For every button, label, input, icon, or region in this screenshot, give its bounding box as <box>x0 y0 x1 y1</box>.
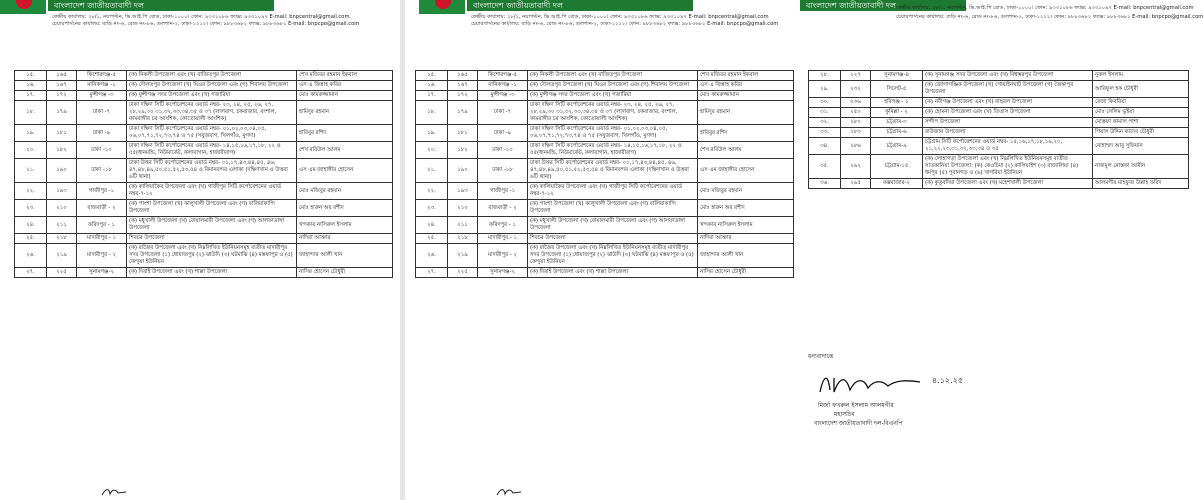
seat-number-cell: ২৮০ <box>841 118 871 128</box>
candidate-cell: খন্দকার নাসিরুল ইসলাম <box>698 217 794 234</box>
table-row <box>15 200 393 217</box>
seat-list-table <box>14 70 393 278</box>
table-row <box>809 81 1189 98</box>
address-line-1: কেন্দ্রীয় কার্যালয়: ২৮/১, নয়াপল্টন, ভি.আই.পি রোড, ঢাকা-১০০০। ফোন: ৯৩৩১০৮৬ ফ্যাক্স: ৯৩৩১০৯৭ E-mail: bnpcentral@gmail.com <box>896 5 1194 11</box>
seat-number-cell: ১৮১ <box>448 125 478 142</box>
signatory-title: মহাসচিব <box>834 411 855 418</box>
table-row <box>416 159 794 183</box>
seat-number-cell: ২১১ <box>47 217 77 234</box>
table-row <box>15 101 393 125</box>
constituency-cell: মাদারীপুর - ১ <box>478 234 528 244</box>
candidate-cell: এস এ জিন্নাহ কবির <box>698 81 794 91</box>
serial-number-cell: ২৩. <box>15 200 47 217</box>
constituency-cell: চট্টগ্রাম-৬ <box>871 128 923 138</box>
serial-number-cell: ১৮. <box>416 101 448 125</box>
party-name-banner: বাংলাদেশ জাতীয়তাবাদী দল <box>467 0 693 11</box>
serial-number-cell: ৩৬. <box>809 179 841 189</box>
candidate-cell: নুরুল ইসলাম <box>1093 71 1189 81</box>
candidate-cell: খন্দকার নাসিরুল ইসলাম <box>297 217 393 234</box>
serial-number-cell: ২৭. <box>15 268 47 278</box>
serial-number-cell: ২২. <box>15 183 47 200</box>
areas-cell: (ক) কালিয়াকৈর উপজেলা এবং (খ) গাজীপুর সিটি কর্পোরেশনের ওয়ার্ড নম্বর-৭-১২ <box>528 183 698 200</box>
candidate-cell: আরিফুল হক চৌধুরী <box>1093 81 1189 98</box>
constituency-cell: ঢাকা -১০ <box>77 142 127 159</box>
candidate-cell: মোহাম্মদ আবু সুফিয়ান <box>1093 138 1189 155</box>
serial-number-cell: ১৫. <box>416 71 448 81</box>
areas-cell: ঢাকা দক্ষিণ সিটি কর্পোরেশনের ওয়ার্ড নম্বর- ০১,০২,০৩,০৪,০৫, ০৬,০৭,৭১,৭২,৭৩,৭৪ ও ৭৫ (সবুজবাগ, খিলগাঁও, মুগদা) <box>127 125 297 142</box>
party-name-banner: বাংলাদেশ জাতীয়তাবাদী দল <box>48 0 274 11</box>
seat-number-cell: ১৯৩ <box>448 183 478 200</box>
serial-number-cell: ৩৩. <box>809 128 841 138</box>
candidate-cell: হামিদুর রহমান <box>297 101 393 125</box>
constituency-cell: হবিগঞ্জ - ১ <box>871 98 923 108</box>
table-row <box>809 118 1189 128</box>
candidate-cell: মোঃ মজিবুর রহমান <box>698 183 794 200</box>
serial-number-cell: ১৬. <box>416 81 448 91</box>
areas-cell: ঢাকা দক্ষিণ সিটি কর্পোরেশনের ওয়ার্ড নম্বর- ১৪,১৫,১৬,১৭,১৮, ২২ ও ৫৫(ধানমন্ডি, নিউমার্কেট, কলাবাগান, হাজারীবাগ) <box>127 142 297 159</box>
candidate-cell: নাদিরা আক্তার <box>698 234 794 244</box>
constituency-cell: মাদারীপুর - ১ <box>77 234 127 244</box>
seat-number-cell: ২২৭ <box>841 71 871 81</box>
seat-number-cell: ১৮২ <box>448 142 478 159</box>
table-row <box>15 71 393 81</box>
constituency-cell: ঢাকা -৭ <box>77 101 127 125</box>
areas-cell: সন্দীপ উপজেলা <box>923 118 1093 128</box>
address-line-2: চেয়ারপার্সনের কার্যালয়: বাড়ি নং-৬, রোড নং-৮৬, গুলশান-২, ঢাকা-১২১২। ফোন: ৯৮৮৩৬৮২ ফ্যাক্স: ৯৮৮৩৬৮১ E-mail: bnpcpo@gmail.com <box>52 21 360 27</box>
areas-cell: (ক) কালিয়াকৈর উপজেলা এবং (খ) গাজীপুর সিটি কর্পোরেশনের ওয়ার্ড নম্বর-৭-১২ <box>127 183 297 200</box>
constituency-cell: কিশোরগঞ্জ-৫ <box>478 71 528 81</box>
table-row <box>15 268 393 278</box>
candidate-cell: জাহান্দার আলী খান <box>698 244 794 268</box>
seat-number-cell: ২২৫ <box>47 268 77 278</box>
seat-number-cell: ২৯২ <box>841 155 871 179</box>
areas-cell: শিবচর উপজেলা <box>528 234 698 244</box>
candidate-cell: নাসির হোসেন চৌধুরী <box>297 268 393 278</box>
seat-number-cell: ১৬৭ <box>47 81 77 91</box>
areas-cell: (ক) নিকলী উপজেলা এবং (খ) বাজিতপুর উপজেলা <box>528 71 698 81</box>
constituency-cell: ফরিদপুর - ১ <box>77 217 127 234</box>
table-row <box>416 81 794 91</box>
constituency-cell: ঢাকা -১৮ <box>77 159 127 183</box>
constituency-cell: গাজীপুর -১ <box>478 183 528 200</box>
table-row <box>416 71 794 81</box>
areas-cell: (ক) জোগাগঞ্জিক উপজেলা (খ) গোয়াইনঘাট উপজেলা (গ) জৈন্তাপুর উপজেলা <box>923 81 1093 98</box>
table-row <box>809 179 1189 189</box>
serial-number-cell: ২৮. <box>809 71 841 81</box>
areas-cell: (ক) লোহাগড়া উপজেলা এবং (খ) নিম্নলিখিত ইউনিয়নসমূহ ব্যতীত সাতকানিয়া উপজেলা: (ক) কেওচিয়া (২) কালিয়াইশ (৩) বাজালিয়া (৪) ধর্মপুর (৫) পুরানগড় ও (৬) খাগরিয়া ইউনিয়ন <box>923 155 1093 179</box>
party-logo-icon <box>0 0 46 14</box>
closing-text: ধন্যবাদান্তে <box>808 353 834 360</box>
candidate-cell: শেখ রবিউল আলম <box>698 142 794 159</box>
areas-cell: (ক) রাজৈর উপজেলা এবং (খ) নিম্নলিখিত ইউনিয়নসমূহ ব্যতীত মাদারীপুর সদর উপজেলা (১) ধোয়াজপুর (২) ঝাউদি (৩) ঘটমাঝি (৪) মস্তফাপুর ও (৫) কেন্দুয়া ইউনিয়ন <box>528 244 698 268</box>
seat-number-cell: ২১৯ <box>47 244 77 268</box>
areas-cell: (ক) দিরাই উপজেলা এবং (খ) শাল্লা উপজেলা <box>127 268 297 278</box>
constituency-cell: চট্টগ্রাম-৩ <box>871 118 923 128</box>
serial-number-cell: ১৮. <box>15 101 47 125</box>
candidate-cell: এস এম জাহাঙ্গীর হোসেন <box>297 159 393 183</box>
serial-number-cell: ১৯. <box>15 125 47 142</box>
candidate-cell: হামিদুর রহমান <box>698 101 794 125</box>
areas-cell: (ক) সুনামগঞ্জ সদর উপজেলা এবং (খ) বিশ্বম্ভরপুর উপজেলা <box>923 71 1093 81</box>
constituency-cell: সিলেট-৫ <box>871 81 923 98</box>
table-row <box>809 155 1189 179</box>
areas-cell: ঢাকা দক্ষিণ সিটি কর্পোরেশনের ওয়ার্ড নম্বর- ০১,০২,০৩,০৪,০৫, ০৬,০৭,৭১,৭২,৭৩,৭৪ ও ৭৫ (সবুজবাগ, খিলগাঁও, মুগদা) <box>528 125 698 142</box>
constituency-cell: গাজীপুর -১ <box>77 183 127 200</box>
constituency-cell: কিশোরগঞ্জ-৫ <box>77 71 127 81</box>
seat-number-cell: ১৭২ <box>448 91 478 101</box>
party-logo-icon <box>419 0 465 14</box>
seat-number-cell: ১৯৩ <box>47 183 77 200</box>
table-row <box>416 268 794 278</box>
serial-number-cell: ২১. <box>416 159 448 183</box>
seat-number-cell: ১৭২ <box>47 91 77 101</box>
areas-cell: (ক) কুতুবদিয়া উপজেলা এবং (খ) মহেশখালী উপজেলা <box>923 179 1093 189</box>
serial-number-cell: ২১. <box>15 159 47 183</box>
candidate-cell: মোঃ সেলিম ভূইয়া <box>1093 108 1189 118</box>
serial-number-cell: ৩৪. <box>809 138 841 155</box>
signatory-org: বাংলাদেশ জাতীয়তাবাদী দল-বিএনপি <box>814 420 903 427</box>
constituency-cell: রাজবাড়ী - ২ <box>77 200 127 217</box>
seat-number-cell: ২১০ <box>47 200 77 217</box>
constituency-cell: মানিকগঞ্জ -১ <box>77 81 127 91</box>
letterhead <box>800 0 1203 36</box>
table-row <box>416 101 794 125</box>
candidate-cell: নাদিরা আক্তার <box>297 234 393 244</box>
constituency-cell: রাজবাড়ী - ২ <box>478 200 528 217</box>
seat-number-cell: ১৬৭ <box>448 81 478 91</box>
table-row <box>416 91 794 101</box>
serial-number-cell: ৩০. <box>809 98 841 108</box>
areas-cell: রাউজান উপজেলা <box>923 128 1093 138</box>
serial-number-cell: ১৯. <box>416 125 448 142</box>
candidate-cell: গিয়াস উদ্দিন কাদের চৌধুরী <box>1093 128 1189 138</box>
areas-cell: (ক) পাংশা উপজেলা (খ) কালুখালী উপজেলা এবং (গ) বালিয়াকান্দি উপজেলা <box>528 200 698 217</box>
areas-cell: (ক) রাজৈর উপজেলা এবং (খ) নিম্নলিখিত ইউনিয়নসমূহ ব্যতীত মাদারীপুর সদর উপজেলা (১) ধোয়াজপুর (২) ঝাউদি (৩) ঘটমাঝি (৪) মস্তফাপুর ও (৫) কেন্দুয়া ইউনিয়ন <box>127 244 297 268</box>
table-row <box>15 244 393 268</box>
serial-number-cell: ১৭. <box>416 91 448 101</box>
areas-cell: (ক) নবীগঞ্জ উপজেলা এবং (খ) বাহুবল উপজেলা <box>923 98 1093 108</box>
serial-number-cell: ৩১. <box>809 108 841 118</box>
serial-number-cell: ২০. <box>416 142 448 159</box>
seat-number-cell: ১৭৯ <box>47 101 77 125</box>
seat-number-cell: ২৩২ <box>841 81 871 98</box>
areas-cell: (ক) মধুখালী উপজেলা (খ) বোয়ালমারী উপজেলা এবং (গ) আলফাডাঙ্গা উপজেলা <box>127 217 297 234</box>
table-row <box>15 142 393 159</box>
table-row <box>809 98 1189 108</box>
seat-number-cell: ২১৮ <box>47 234 77 244</box>
candidate-cell: শেখ মজিবর রহমান ইকবাল <box>297 71 393 81</box>
candidate-cell: রেজা কিবরিয়া <box>1093 98 1189 108</box>
constituency-cell: মুন্সীগঞ্জ -৩ <box>478 91 528 101</box>
seat-number-cell: ২১৯ <box>448 244 478 268</box>
serial-number-cell: ১৭. <box>15 91 47 101</box>
constituency-cell: ঢাকা -৯ <box>478 125 528 142</box>
candidate-cell: মোঃ মজিবুর রহমান <box>297 183 393 200</box>
serial-number-cell: ১৫. <box>15 71 47 81</box>
table-row <box>809 108 1189 118</box>
serial-number-cell: ১৬. <box>15 81 47 91</box>
candidate-cell: মোঃ কামরুজ্জামান <box>698 91 794 101</box>
initials-mark-icon <box>495 486 525 498</box>
constituency-cell: মাদারীপুর - ২ <box>478 244 528 268</box>
constituency-cell: চট্টগ্রাম-১৫ <box>871 155 923 179</box>
table-row <box>416 234 794 244</box>
seat-number-cell: ১৯০ <box>448 159 478 183</box>
areas-cell: (ক) মধুখালী উপজেলা (খ) বোয়ালমারী উপজেলা এবং (গ) আলফাডাঙ্গা উপজেলা <box>528 217 698 234</box>
constituency-cell: চট্টগ্রাম-৯ <box>871 138 923 155</box>
seat-list-table <box>415 70 794 278</box>
constituency-cell: মানিকগঞ্জ -১ <box>478 81 528 91</box>
table-row <box>416 142 794 159</box>
candidate-cell: এস এম জাহাঙ্গীর হোসেন <box>698 159 794 183</box>
candidate-cell: নাজমুল মোস্তফা আমীন <box>1093 155 1189 179</box>
seat-number-cell: ২৯৫ <box>841 179 871 189</box>
candidate-cell: হাবিবুর রশিদ <box>698 125 794 142</box>
seat-number-cell: ২৮৩ <box>841 128 871 138</box>
table-row <box>15 91 393 101</box>
table-row <box>15 125 393 142</box>
letterhead <box>0 0 400 36</box>
letterhead <box>405 0 805 36</box>
seat-number-cell: ২৮৬ <box>841 138 871 155</box>
areas-cell: ঢাকা দক্ষিণ সিটি কর্পোরেশনের ওয়ার্ড নম্বর- ১৪,১৫,১৬,১৭,১৮, ২২ ও ৫৫(ধানমন্ডি, নিউমার্কেট, কলাবাগান, হাজারীবাগ) <box>528 142 698 159</box>
candidate-cell: এস এ জিন্নাহ কবির <box>297 81 393 91</box>
table-row <box>416 200 794 217</box>
table-row <box>15 159 393 183</box>
constituency-cell: ঢাকা -১৮ <box>478 159 528 183</box>
table-row <box>416 183 794 200</box>
candidate-cell: মোঃ কামরুজ্জামান <box>297 91 393 101</box>
signature-date: ৪.১২.২৫ <box>932 376 964 385</box>
areas-cell: ঢাকা উত্তর সিটি কর্পোরেশনের ওয়ার্ড নম্বর- ০১,১৭,৪৩,৪৪,৪৫, ৪৬, ৪৭,৪৮,৪৯,৫০,৫১,৫২,৫৩,৫৪ ও বিমানবন্দর এলাকা (দক্ষিণখান ও উত্তরা ৬টি থানা) <box>528 159 698 183</box>
constituency-cell: কক্সবাজার-২ <box>871 179 923 189</box>
table-row <box>15 217 393 234</box>
seat-number-cell: ১৬৫ <box>47 71 77 81</box>
seat-number-cell: ২২৫ <box>448 268 478 278</box>
seat-number-cell: ২১৮ <box>448 234 478 244</box>
handwritten-signature <box>816 370 926 400</box>
areas-cell: (ক) দৌলতপুর উপজেলা (খ) ঘিওর উপজেলা এবং (গ) শিবালয় উপজেলা <box>528 81 698 91</box>
constituency-cell: মুন্সীগঞ্জ -৩ <box>77 91 127 101</box>
table-row <box>416 217 794 234</box>
serial-number-cell: ২৪. <box>15 217 47 234</box>
areas-cell: (ক) হোমনা উপজেলা এবং (খ) তিতাস উপজেলা <box>923 108 1093 118</box>
serial-number-cell: ২৩. <box>416 200 448 217</box>
serial-number-cell: ২৭. <box>416 268 448 278</box>
areas-cell: (ক) মুন্সীগঞ্জ সদর উপজেলা এবং (খ) গজারিয়া <box>528 91 698 101</box>
areas-cell: (ক) নিকলী উপজেলা এবং (খ) বাজিতপুর উপজেলা <box>127 71 297 81</box>
constituency-cell: সুনামগঞ্জ-২ <box>478 268 528 278</box>
serial-number-cell: ৩২. <box>809 118 841 128</box>
serial-number-cell: ২০. <box>15 142 47 159</box>
constituency-cell: কুমিল্লা - ২ <box>871 108 923 118</box>
party-name-banner: বাংলাদেশ জাতীয়তাবাদী দল <box>800 0 966 11</box>
serial-number-cell: ২৫. <box>416 234 448 244</box>
serial-number-cell: ২৫. <box>15 234 47 244</box>
areas-cell: চট্টগ্রাম সিটি কর্পোরেশনের ওয়ার্ড নম্বর- ১৫,১৬,১৭,১৮,১৯,২০, ২১,২২,২৩,৩১,৩২,৩৩,৩৪ ও ৩৫ <box>923 138 1093 155</box>
candidate-cell: হাবিবুর রশিদ <box>297 125 393 142</box>
serial-number-cell: ২২. <box>416 183 448 200</box>
document-page-2 <box>405 0 805 500</box>
seat-number-cell: ২৫০ <box>841 108 871 118</box>
constituency-cell: ফরিদপুর - ১ <box>478 217 528 234</box>
seat-number-cell: ১৮১ <box>47 125 77 142</box>
seat-number-cell: ২১০ <box>448 200 478 217</box>
initials-mark-icon <box>100 486 130 498</box>
document-page-1 <box>0 0 400 500</box>
address-line-1: কেন্দ্রীয় কার্যালয়: ২৮/১, নয়াপল্টন, ভি.আই.পি রোড, ঢাকা-১০০০। ফোন: ৯৩৩১০৮৬ ফ্যাক্স: ৯৩৩১০৯৭ E-mail: bnpcentral@gmail.com <box>52 14 350 20</box>
areas-cell: (ক) দৌলতপুর উপজেলা (খ) ঘিওর উপজেলা এবং (গ) শিবালয় উপজেলা <box>127 81 297 91</box>
document-page-3 <box>800 0 1203 500</box>
candidate-cell: জাহান্দার আলী খান <box>297 244 393 268</box>
seat-number-cell: ২১১ <box>448 217 478 234</box>
candidate-cell: শেখ মজিবর রহমান ইকবাল <box>698 71 794 81</box>
areas-cell: (ক) মুন্সীগঞ্জ সদর উপজেলা এবং (খ) গজারিয়া <box>127 91 297 101</box>
address-line-2: চেয়ারপার্সনের কার্যালয়: বাড়ি নং-৬, রোড নং-৮৬, গুলশান-২, ঢাকা-১২১২। ফোন: ৯৮৮৩৬৮২ ফ্যাক্স: ৯৮৮৩৬৮১ E-mail: bnpcpo@gmail.com <box>471 21 779 27</box>
constituency-cell: ঢাকা -৭ <box>478 101 528 125</box>
constituency-cell: ঢাকা -৯ <box>77 125 127 142</box>
constituency-cell: সুনামগঞ্জ-৪ <box>871 71 923 81</box>
areas-cell: (ক) দিরাই উপজেলা এবং (খ) শাল্লা উপজেলা <box>528 268 698 278</box>
seat-number-cell: ১৯০ <box>47 159 77 183</box>
areas-cell: ঢাকা দক্ষিণ সিটি কর্পোরেশনের ওয়ার্ড নম্বর- ২৩, ২৪, ২৫, ২৬, ২৭, ২৮,২৯,৩০ ৩১,৩২,৩৩,৩৪,৩৫ ও ৩৭ (লালবাগ, চকবাজার, বংশাল, কামরাঙ্গীর চর আংশিক, কোতোয়ালী আংশিক) <box>127 101 297 125</box>
seat-number-cell: ১৬৫ <box>448 71 478 81</box>
seat-list-table <box>808 70 1189 189</box>
constituency-cell: মাদারীপুর - ২ <box>77 244 127 268</box>
areas-cell: শিবচর উপজেলা <box>127 234 297 244</box>
candidate-cell: আলমগীর মাহফুজ উল্লাহ ফরিদ <box>1093 179 1189 189</box>
table-row <box>809 128 1189 138</box>
table-row <box>416 244 794 268</box>
serial-number-cell: ২৪. <box>416 217 448 234</box>
serial-number-cell: ২৬. <box>416 244 448 268</box>
seat-number-cell: ২৩৬ <box>841 98 871 108</box>
candidate-cell: মোঃ হারুন অর রশীদ <box>698 200 794 217</box>
table-row <box>15 81 393 91</box>
candidate-cell: মোস্তফা কামাল পাশা <box>1093 118 1189 128</box>
address-line-2: চেয়ারপার্সনের কার্যালয়: বাড়ি নং-৬, রোড নং-৮৬, গুলশান-২, ঢাকা-১২১২। ফোন: ৯৮৮৩৬৮২ ফ্যাক্স: ৯৮৮৩৬৮১ E-mail: bnpcpo@gmail.com <box>896 14 1203 20</box>
areas-cell: (ক) পাংশা উপজেলা (খ) কালুখালী উপজেলা এবং (গ) বালিয়াকান্দি উপজেলা <box>127 200 297 217</box>
candidate-cell: শেখ রবিউল আলম <box>297 142 393 159</box>
candidate-cell: মোঃ হারুন অর রশীদ <box>297 200 393 217</box>
table-row <box>416 125 794 142</box>
address-line-1: কেন্দ্রীয় কার্যালয়: ২৮/১, নয়াপল্টন, ভি.আই.পি রোড, ঢাকা-১০০০। ফোন: ৯৩৩১০৮৬ ফ্যাক্স: ৯৩৩১০৯৭ E-mail: bnpcentral@gmail.com <box>471 14 769 20</box>
candidate-cell: নাসির হোসেন চৌধুরী <box>698 268 794 278</box>
table-row <box>15 183 393 200</box>
seat-number-cell: ১৭৯ <box>448 101 478 125</box>
serial-number-cell: ৩৫. <box>809 155 841 179</box>
serial-number-cell: ২৯. <box>809 81 841 98</box>
constituency-cell: সুনামগঞ্জ-২ <box>77 268 127 278</box>
constituency-cell: ঢাকা -১০ <box>478 142 528 159</box>
serial-number-cell: ২৬. <box>15 244 47 268</box>
table-row <box>809 71 1189 81</box>
table-row <box>809 138 1189 155</box>
areas-cell: ঢাকা উত্তর সিটি কর্পোরেশনের ওয়ার্ড নম্বর- ০১,১৭,৪৩,৪৪,৪৫, ৪৬, ৪৭,৪৮,৪৯,৫০,৫১,৫২,৫৩,৫৪ ও বিমানবন্দর এলাকা (দক্ষিণখান ও উত্তরা ৬টি থানা) <box>127 159 297 183</box>
seat-number-cell: ১৮২ <box>47 142 77 159</box>
signatory-name: মির্জা ফখরুল ইসলাম আলমগীর <box>818 402 894 409</box>
areas-cell: ঢাকা দক্ষিণ সিটি কর্পোরেশনের ওয়ার্ড নম্বর- ২৩, ২৪, ২৫, ২৬, ২৭, ২৮,২৯,৩০ ৩১,৩২,৩৩,৩৪,৩৫ ও ৩৭ (লালবাগ, চকবাজার, বংশাল, কামরাঙ্গীর চর আংশিক, কোতোয়ালী আংশিক) <box>528 101 698 125</box>
table-row <box>15 234 393 244</box>
